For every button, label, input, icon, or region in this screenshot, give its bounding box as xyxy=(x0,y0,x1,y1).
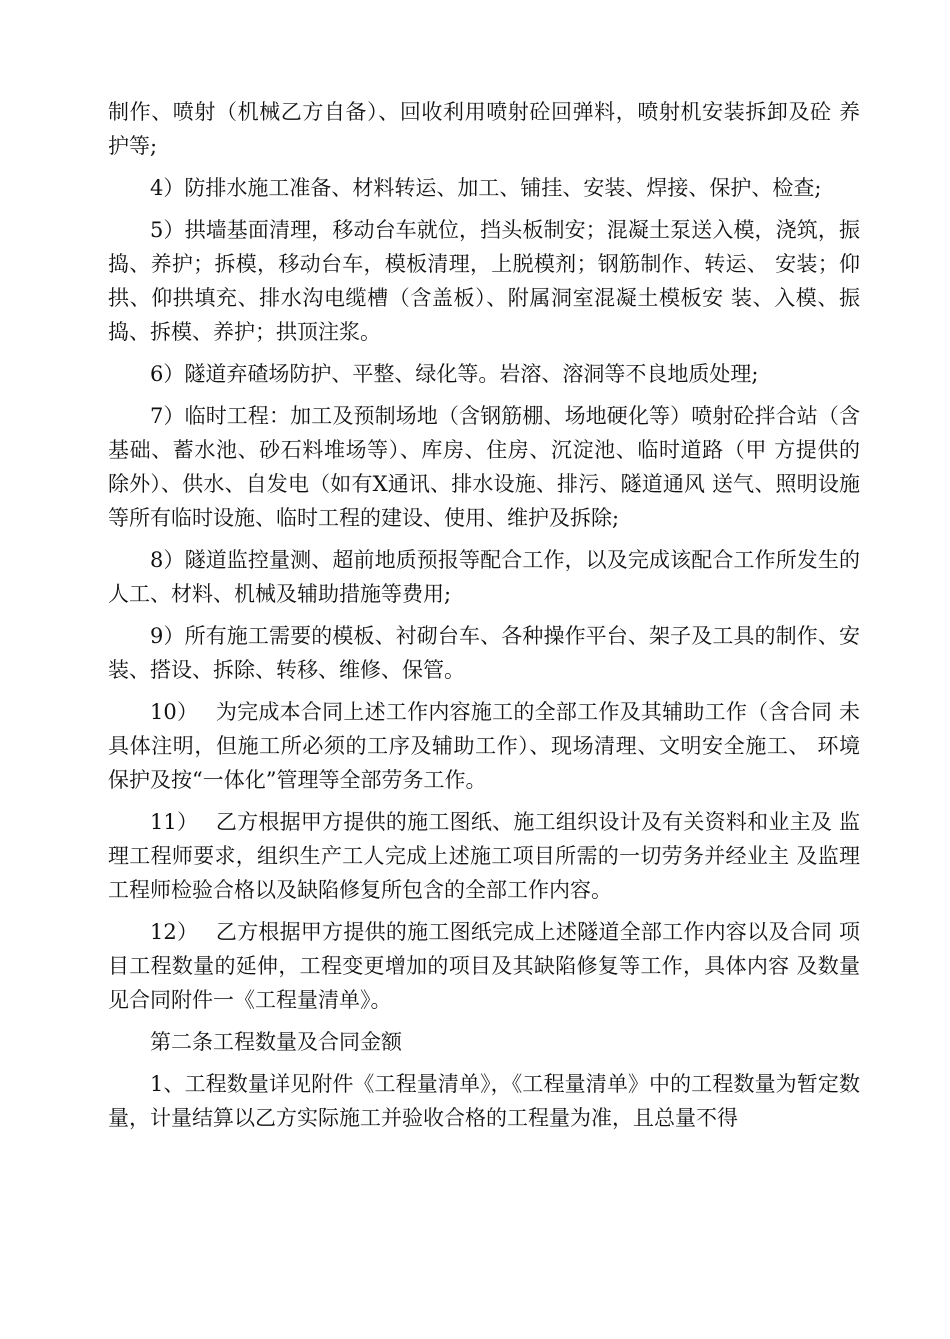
paragraph-item-12-scope: 12） 乙方根据甲方提供的施工图纸完成上述隧道全部工作内容以及合同 项目工程数量的延伸，工程变更增加的项目及其缺陷修复等工作，具体内容 及数量见合同附件一《工程量清单》。 xyxy=(108,920,860,1012)
paragraph-item-7-temporary-works: 7）临时工程：加工及预制场地（含钢筋棚、场地硬化等）喷射砼拌合站（含基础、蓄水池、砂石料堆场等）、库房、住房、沉淀池、临时道路（甲 方提供的除外）、供水、自发电（如有X通讯、排水设施、排污、隧道通风 送气、照明设施等所有临时设施、临时工程的建设、使用、维护及拆除; xyxy=(108,404,860,530)
paragraph-item-8-monitoring: 8）隧道监控量测、超前地质预报等配合工作，以及完成该配合工作所发生的人工、材料、机械及辅助措施等费用; xyxy=(108,548,860,606)
paragraph-shotcrete-continuation: 制作、喷射（机械乙方自备）、回收利用喷射砼回弹料，喷射机安装拆卸及砼 养护等; xyxy=(108,100,860,158)
document-page xyxy=(108,95,860,1143)
paragraph-item-6-spoil-site: 6）隧道弃碴场防护、平整、绿化等。岩溶、溶洞等不良地质处理; xyxy=(150,362,759,386)
paragraph-item-5-arch-wall: 5）拱墙基面清理，移动台车就位，挡头板制安；混凝土泵送入模，浇筑，振捣、养护；拆模，移动台车，模板清理，上脱模剂；钢筋制作、转运、 安装；仰拱、仰拱填充、排水沟电缆槽（含盖板）、附属洞室混凝土模板安 装、入模、振捣、拆模、养护；拱顶注浆。 xyxy=(108,218,860,344)
paragraph-item-9-formwork: 9）所有施工需要的模板、衬砌台车、各种操作平台、架子及工具的制作、安装、搭设、拆除、转移、维修、保管。 xyxy=(108,624,860,682)
section-heading-article-2: 第二条工程数量及合同金额 xyxy=(150,1030,402,1054)
paragraph-article-2-clause-1: 1、工程数量详见附件《工程量清单》，《工程量清单》中的工程数量为暂定数量，计量结算以乙方实际施工并验收合格的工程量为准，且总量不得 xyxy=(108,1072,860,1130)
paragraph-item-11-organization: 11） 乙方根据甲方提供的施工图纸、施工组织设计及有关资料和业主及 监理工程师要求，组织生产工人完成上述施工项目所需的一切劳务并经业主 及监理工程师检验合格以及缺陷修复所包含的全部工作内容。 xyxy=(108,810,860,902)
paragraph-item-4-waterproofing: 4）防排水施工准备、材料转运、加工、铺挂、安装、焊接、保护、检查; xyxy=(150,176,822,200)
paragraph-item-10-labor: 10） 为完成本合同上述工作内容施工的全部工作及其辅助工作（含合同 未具体注明，但施工所必须的工序及辅助工作）、现场清理、文明安全施工、 环境保护及按“一体化”管理等全部劳务工作。 xyxy=(108,700,860,792)
